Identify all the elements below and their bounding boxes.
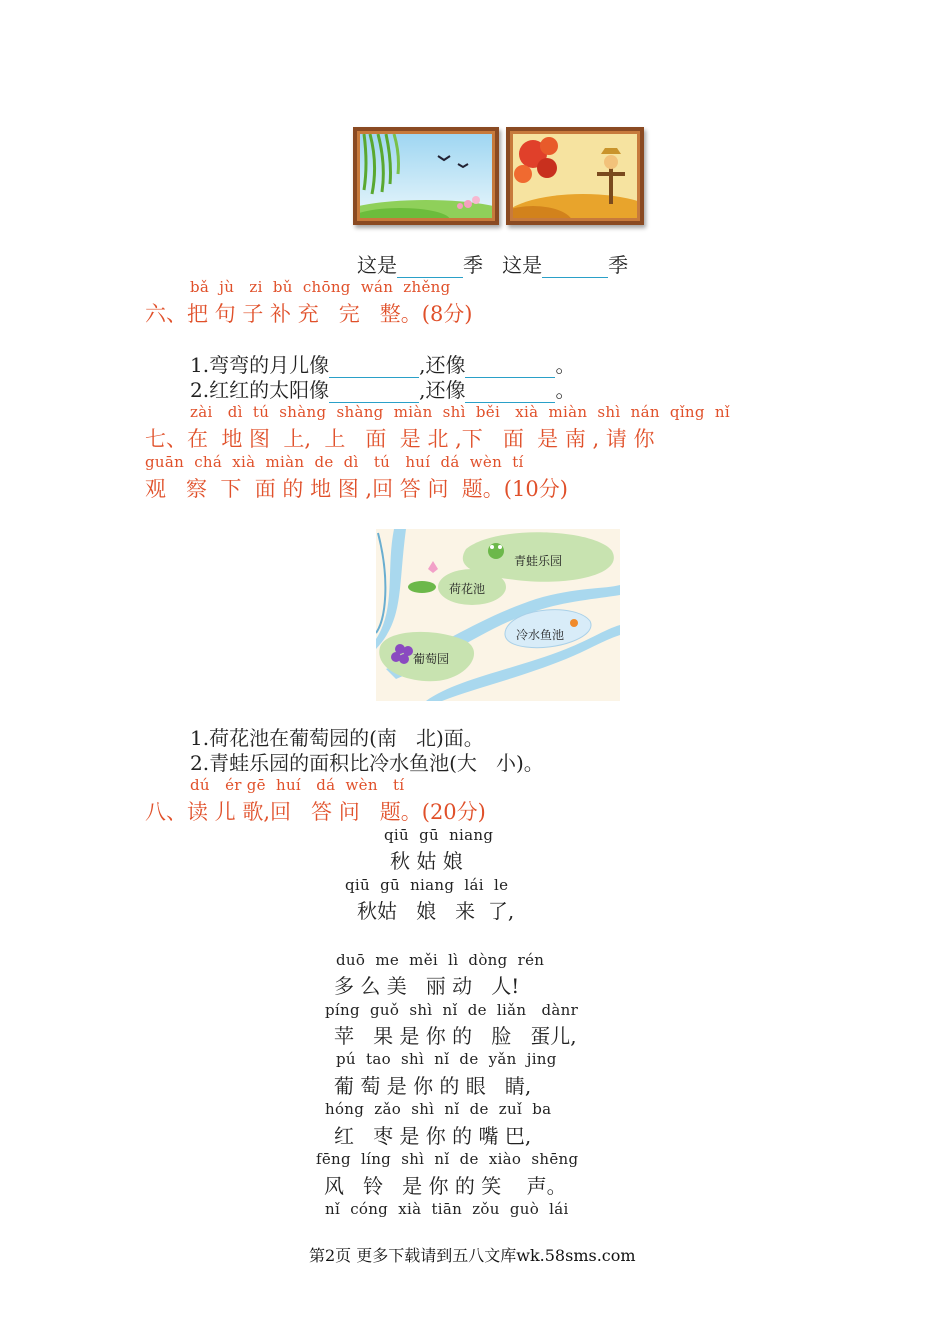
poem-line-3: 苹 果 是 你 的 脸 蛋儿, — [334, 1024, 577, 1048]
poem-title: 秋 姑 娘 — [390, 849, 463, 873]
map-label-grape-garden: 葡萄园 — [413, 652, 450, 666]
poem-line-5: 红 枣 是 你 的 嘴 巴, — [334, 1124, 532, 1148]
section7-title-1: 七、在 地 图 上, 上 面 是 北 ,下 面 是 南 , 请 你 — [145, 427, 655, 451]
poem-line-2-pinyin: duō me měi lì dòng rén — [336, 951, 545, 969]
park-map — [376, 529, 620, 701]
this-is-label: 这是 — [357, 253, 397, 277]
season-label-2: 季 — [608, 253, 629, 277]
poem-line-6-pinyin: fēng líng shì nǐ de xiào shēng — [316, 1150, 579, 1168]
section8-pinyin: dú ér gē huí dá wèn tí — [190, 776, 405, 794]
poem-line-3-pinyin: píng guǒ shì nǐ de liǎn dànr — [325, 1001, 579, 1019]
poem-line-1-pinyin: qiū gū niang lái le — [345, 876, 509, 894]
this-is-label-2: 这是 — [502, 253, 543, 277]
section7-pinyin-2: guān chá xià miàn de dì tú huí dá wèn tí — [145, 453, 524, 471]
q2-mid: ,还像 — [419, 378, 466, 402]
poem-line-2: 多 么 美 丽 动 人! — [334, 974, 520, 998]
poem-line-1: 秋姑 娘 来 了, — [357, 899, 515, 923]
season-blank-1[interactable] — [397, 257, 463, 278]
poem-line-7-pinyin: nǐ cóng xià tiān zǒu guò lái — [325, 1200, 569, 1218]
poem-title-pinyin: qiū gū niang — [384, 826, 494, 844]
spring-picture — [353, 127, 499, 225]
section8-title: 八、读 儿 歌,回 答 问 题。(20分) — [145, 800, 486, 824]
section6-title: 六、把 句 子 补 充 完 整。(8分) — [145, 302, 473, 326]
q1-text: 1.弯弯的月儿像 — [190, 353, 330, 377]
map-label-fish-pond: 冷水鱼池 — [516, 628, 565, 642]
q1-end: 。 — [555, 353, 576, 377]
section7-question-1: 1.荷花池在葡萄园的(南 北)面。 — [190, 726, 484, 750]
poem-line-5-pinyin: hóng zǎo shì nǐ de zuǐ ba — [325, 1100, 552, 1118]
map-label-lotus-pond: 荷花池 — [449, 582, 486, 596]
section7-question-2: 2.青蛙乐园的面积比冷水鱼池(大 小)。 — [190, 751, 544, 775]
autumn-picture — [506, 127, 644, 225]
q2-end: 。 — [555, 378, 576, 402]
q2-blank-1[interactable] — [329, 382, 419, 403]
section6-pinyin: bǎ jù zi bǔ chōng wán zhěng — [190, 278, 451, 296]
season-label: 季 — [463, 253, 483, 277]
poem-line-4: 葡 萄 是 你 的 眼 睛, — [334, 1074, 532, 1098]
section6-question-2 — [190, 374, 575, 403]
map-label-frog-park: 青蛙乐园 — [514, 554, 563, 568]
q2-text: 2.红红的太阳像 — [190, 378, 330, 402]
poem-line-4-pinyin: pú tao shì nǐ de yǎn jing — [336, 1050, 557, 1068]
season-question-line — [357, 249, 628, 278]
season-blank-2[interactable] — [542, 257, 608, 278]
page-footer: 第2页 更多下载请到五八文库wk.58sms.com — [309, 1246, 636, 1265]
section7-pinyin-1: zài dì tú shàng shàng miàn shì běi xià miàn shì nán qǐng nǐ — [190, 403, 730, 421]
q1-mid: ,还像 — [419, 353, 466, 377]
q2-blank-2[interactable] — [465, 382, 555, 403]
section7-title-2: 观 察 下 面 的 地 图 ,回 答 问 题。(10分) — [145, 477, 568, 501]
poem-line-6: 风 铃 是 你 的 笑 声。 — [324, 1174, 567, 1198]
